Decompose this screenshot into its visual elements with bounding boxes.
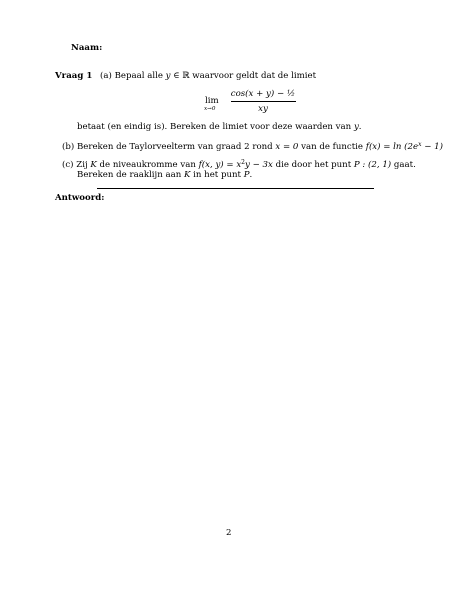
part-a-intro-in: ∈ ℝ (170, 71, 193, 81)
separator-rule (97, 188, 374, 189)
part-c-line1-func: f(x, y) = x (198, 160, 242, 170)
part-b (62, 141, 443, 153)
part-c-line1-mid: de niveaukromme van (96, 160, 199, 170)
part-c-line1-exp: 2 (241, 159, 245, 166)
part-c-line1 (62, 159, 416, 171)
part-c-line1-func-end: y − 3x (245, 160, 273, 170)
question-label: Vraag 1 (55, 71, 93, 81)
part-c-line1-post: die door het punt (272, 160, 354, 170)
part-a-intro-var: y (165, 71, 171, 81)
part-a-intro-post: waarvoor geldt dat de limiet (192, 71, 317, 81)
part-a-intro (100, 71, 316, 82)
part-b-x0: x = 0 (275, 142, 299, 152)
answer-label: Antwoord: (55, 193, 105, 203)
part-a-intro-pre: Bepaal alle (114, 71, 166, 81)
limit-subscript: x→0 (204, 106, 216, 112)
part-c-line1-end: gaat. (391, 160, 416, 170)
part-c-line1-pre: Zij (76, 160, 91, 170)
part-b-text-mid: van de functie (298, 142, 366, 152)
part-a-after-var: y (353, 122, 359, 132)
part-c-line2-end: . (249, 170, 253, 180)
part-a-after-pre: betaat (en eindig is). Bereken de limiet voor deze waarden van (77, 122, 354, 132)
part-a-marker: (a) (100, 71, 112, 81)
part-c-line2-K: K (183, 170, 191, 180)
limit-word: lim (205, 96, 219, 106)
part-b-text-pre: Bereken de Taylorveelterm van graad 2 rond (76, 142, 276, 152)
name-label: Naam: (71, 43, 103, 53)
page-number: 2 (226, 528, 232, 538)
part-c-marker: (c) (62, 160, 74, 170)
part-c-line1-K: K (90, 160, 97, 170)
part-a-after (77, 122, 362, 133)
part-b-func: f(x) = ln (2e (365, 142, 419, 152)
part-c-line2-P: P (243, 170, 250, 180)
part-a-after-end: . (358, 122, 362, 132)
part-b-func-end: − 1) (421, 142, 443, 152)
part-c-line1-P: P : (2, 1) (353, 160, 392, 170)
part-c-line2 (77, 170, 252, 181)
part-b-exp: x (418, 141, 422, 148)
fraction-denominator: xy (258, 104, 268, 114)
fraction-numerator: cos(x + y) − ½ (230, 89, 296, 99)
fraction-bar (231, 101, 296, 102)
part-c-line2-pre: Bereken de raaklijn aan (77, 170, 184, 180)
part-b-marker: (b) (62, 142, 75, 152)
part-c-line2-mid: in het punt (190, 170, 244, 180)
